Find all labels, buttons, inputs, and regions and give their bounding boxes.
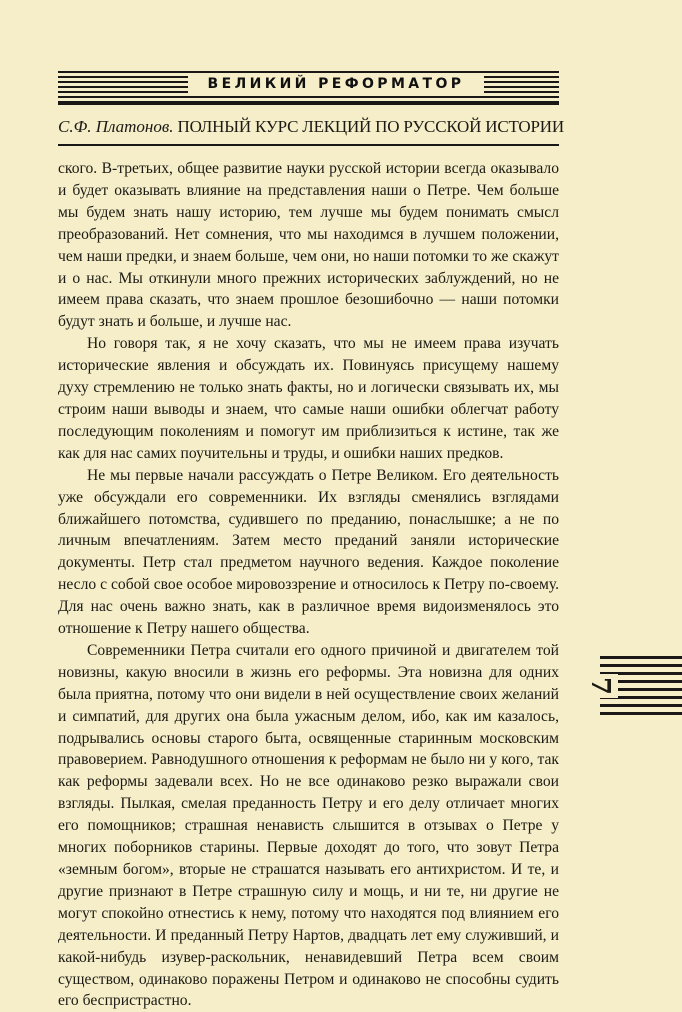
header-author: С.Ф. Платонов.: [58, 117, 174, 136]
paragraph: Но говоря так, я не хочу сказать, что мы не имеем права изучать исторические явления и обсуждать их. Повинуясь присущему нашему духу стремлению не только знать факты, но и логически связывать их, мы строим наши выводы и знаем, что самые наши ошибки облегчат работу последующим поколениям и помогут им приблизиться к истине, так же как для нас самих поучительны и труды, и ошибки наших предков.: [58, 335, 559, 462]
book-header: [58, 117, 564, 141]
page-number: 7: [582, 674, 618, 698]
running-title: ВЕЛИКИЙ РЕФОРМАТОР: [188, 73, 484, 95]
divider: [58, 101, 559, 105]
paragraph: ского. В-третьих, общее развитие науки русской истории всегда оказывало и будет оказывать влияние на представления наши о Петре. Чем больше мы будем знать нашу историю, тем лучше мы будем понимать смысл преобразований. Нет сомнения, что мы находимся в лучшем положении, чем наши предки, и знаем больше, чем они, но наши потомки то же скажут и о нас. Мы откинули много прежних исторических заблуждений, но не имеем права сказать, что знаем прошлое безошибочно — наши потомки будут знать и больше, и лучше нас.: [58, 160, 559, 331]
running-title-bar: [58, 71, 559, 98]
divider: [58, 144, 559, 146]
paragraph: Не мы первые начали рассуждать о Петре Великом. Его деятельность уже обсуждали его современники. Их взгляды сменялись взглядами ближайшего потомства, судившего по преданию, понаслышке; а не по личным впечатлениям. Затем место преданий заняли исторические документы. Петр стал предметом научного ведения. Каждое поколение несло с собой свое особое мировоззрение и относилось к Петру по-своему. Для нас очень важно знать, как в различное время видоизменялось это отношение к Петру нашего общества.: [58, 466, 559, 638]
body-text: [58, 158, 559, 1012]
header-title: ПОЛНЫЙ КУРС ЛЕКЦИЙ ПО РУССКОЙ ИСТОРИИ: [177, 117, 564, 136]
paragraph: Современники Петра считали его одного причиной и двигателем той новизны, какую вносили в жизнь его реформы. Эта новизна для одних была приятна, потому что они видели в ней осуществление своих желаний и симпатий, для других она была ужасным делом, ибо, как им казалось, подрывались основы старого быта, освященные старинным московским правоверием. Равнодушного отношения к реформам не было ни у кого, так как реформы задевали всех. Но не все одинаково резко выражали свои взгляды. Пылкая, смелая преданность Петру и его делу отличает многих его помощников; страшная ненависть слышится в отзывах о Петре у многих поборников старины. Первые доходят до того, что зовут Петра «земным богом», вторые не страшатся называть его антихристом. И те, и другие признают в Петре страшную силу и мощь, и ни те, ни другие не могут спокойно отнестись к нему, потому что находятся под влиянием его деятельности. И преданный Петру Нартов, двадцать лет ему служивший, и какой-нибудь изувер-раскольник, ненавидевший Петра всем своим существом, одинаково поражены Петром и одинаково не способны судить его беспристрастно.: [58, 641, 559, 1010]
